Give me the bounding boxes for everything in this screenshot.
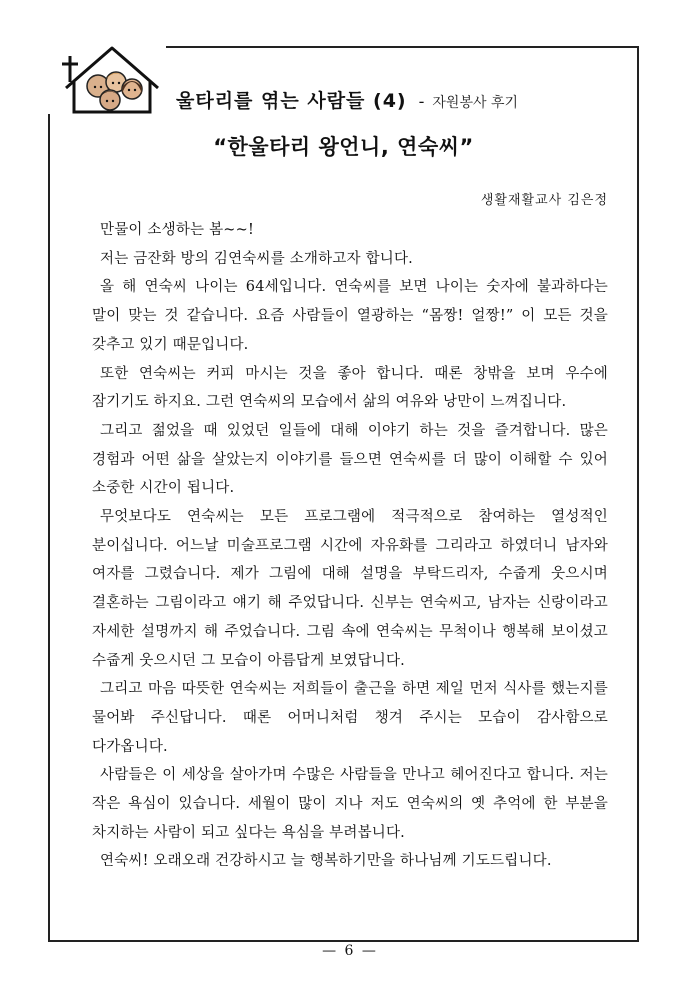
paragraph: 사람들은 이 세상을 살아가며 수많은 사람들을 만나고 헤어진다고 합니다. 저는 작은 욕심이 있습니다. 세월이 많이 지나 저도 연숙씨의 옛 추억에 한 부분을 차지하는 사람이 되고 싶다는 욕심을 부려봅니다. xyxy=(92,767,608,841)
house-with-cross-and-faces-icon xyxy=(58,42,162,114)
frame-bottom-border xyxy=(48,940,639,942)
series-subtitle: 자원봉사 후기 xyxy=(432,95,519,111)
paragraph: 그리고 마음 따뜻한 연숙씨는 저희들이 출근을 하면 제일 먼저 식사를 했는지를 물어봐 주신답니다. 때론 어머니처럼 챙겨 주시는 모습이 감사함으로 다가옵니다. xyxy=(92,681,608,755)
paragraph: 무엇보다도 연숙씨는 모든 프로그램에 적극적으로 참여하는 열성적인 분이십니다. 어느날 미술프로그램 시간에 자유화를 그리라고 하였더니 남자와 여자를 그렸습니다. 제가 그림에 대해 설명을 부탁드리자, 수줍게 웃으시며 결혼하는 그림이라고 얘기 해 주었답니다. 신부는 연숙씨고, 남자는 신랑이라고 자세한 설명까지 해 주었습니다. 그림 속에 연숙씨는 무척이나 행복해 보이셨고 수줍게 웃으시던 그 모습이 아름답게 보였답니다. xyxy=(92,509,608,669)
article-author: 생활재활교사 김은정 xyxy=(480,193,608,208)
paragraph: 연숙씨! 오래오래 건강하시고 늘 행복하기만을 하나님께 기도드립니다. xyxy=(100,853,552,870)
paragraph: 또한 연숙씨는 커피 마시는 것을 좋아 합니다. 때론 창밖을 보며 우수에 잠기기도 하지요. 그런 연숙씨의 모습에서 삶의 여유와 낭만이 느껴집니다. xyxy=(92,365,608,411)
article-body xyxy=(92,216,608,876)
frame-left-border xyxy=(48,114,50,940)
paragraph: 저는 금잔화 방의 김연숙씨를 소개하고자 합니다. xyxy=(100,250,413,267)
frame-top-border xyxy=(166,46,638,48)
series-separator: - xyxy=(418,92,425,111)
series-title: 울타리를 엮는 사람들 (4) xyxy=(176,90,407,112)
article-headline: “한울타리 왕언니, 연숙씨” xyxy=(213,135,474,159)
series-header xyxy=(176,86,518,114)
paragraph: 그리고 젊었을 때 있었던 일들에 대해 이야기 하는 것을 즐겨합니다. 많은 경험과 어떤 삶을 살았는지 이야기를 들으면 연숙씨를 더 많이 이해할 수 있어 소중한 시간이 됩니다. xyxy=(92,422,608,497)
paragraph: 만물이 소생하는 봄~~! xyxy=(100,222,254,238)
page-number: — 6 — xyxy=(322,943,378,959)
paragraph: 올 해 연숙씨 나이는 64세입니다. 연숙씨를 보면 나이는 숫자에 불과하다는 말이 맞는 것 같습니다. 요즘 사람들이 열광하는 “몸짱! 얼짱!” 이 모든 것을 갖추고 있기 때문입니다. xyxy=(92,279,608,353)
frame-right-border xyxy=(637,46,639,940)
